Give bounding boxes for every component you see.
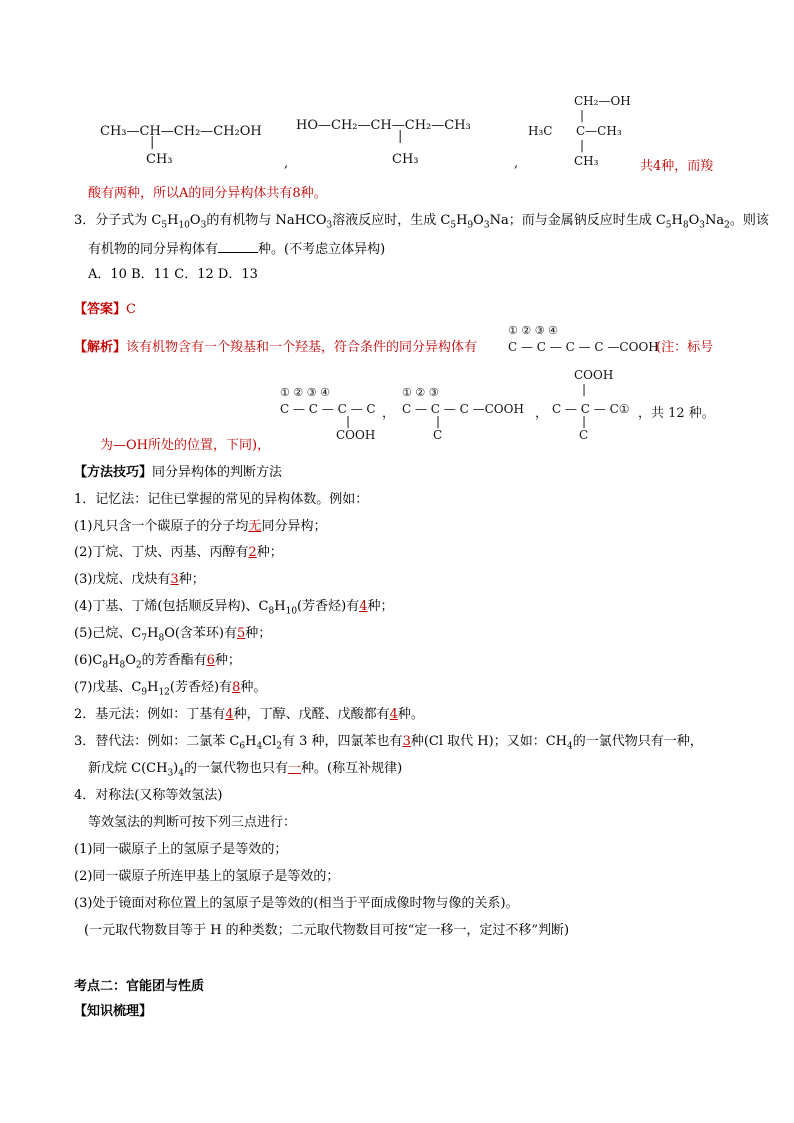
analysis-line1: 【解析】该有机物含有一个羧基和一个羟基，符合条件的同分异构体有 bbox=[74, 340, 478, 355]
answer-value: C bbox=[126, 302, 136, 317]
method-item-6: $(6)C_8H_8O_2$的芳香酯有6种； bbox=[74, 653, 241, 671]
answer-line: 【答案】C bbox=[74, 302, 136, 317]
analysis-struct1-nums: ① ② ③ ④ bbox=[508, 324, 558, 337]
struct1-main: CH₃—CH—CH₂—CH₂OH bbox=[100, 124, 262, 139]
question-3-options: A．10 B．11 C．12 D．13 bbox=[88, 267, 258, 282]
method-l2: 2．基元法：例如：丁基有4种，丁醇、戊醛、戊酸都有4种。 bbox=[74, 707, 424, 722]
method-item-3: (3)戊烷、戊炔有3种； bbox=[74, 572, 205, 587]
struct3-left: H₃C bbox=[528, 124, 553, 138]
method-title: 【方法技巧】同分异构体的判断方法 bbox=[74, 465, 283, 480]
struct3-top: CH₂—OH bbox=[574, 94, 631, 108]
question-3-line1: 3．分子式为 $C_5H_{10}O_3$的有机物与 NaHCO$_3$溶液反应时，生成 $C_5H_9O_3Na$；而与金属钠反应时生成 $C_5H_8O_3Na_2$。则该 bbox=[74, 213, 769, 231]
struct3-bottom: CH₃ bbox=[574, 154, 599, 168]
analysis-note: (注：标号 bbox=[656, 340, 714, 355]
method-item-5: (5)己烷、$C_7H_8O$(含苯环)有5种； bbox=[74, 626, 272, 644]
method-l4b: 等效氢法的判断可按下列三点进行： bbox=[88, 815, 297, 830]
method-item-2: (2)丁烷、丁炔、丙基、丙醇有2种； bbox=[74, 545, 283, 560]
struct-tail-text: 共4种，而羧 bbox=[640, 159, 714, 174]
section-2-title: 考点二：官能团与性质 bbox=[74, 979, 205, 994]
analysis-struct1: C — C — C — C —COOH bbox=[508, 340, 659, 354]
method-rule-1: (1)同一碳原子上的氢原子是等效的； bbox=[74, 842, 288, 857]
question-3-line2: 有机物的同分异构体有 种。(不考虑立体异构) bbox=[88, 238, 385, 260]
comma-1: , bbox=[284, 156, 289, 171]
struct-conclusion: 酸有两种，所以A的同分异构体共有8种。 bbox=[88, 186, 327, 201]
struct2-main: HO—CH₂—CH—CH₂—CH₃ bbox=[296, 118, 471, 133]
method-l4: 4．对称法(又称等效氢法) bbox=[74, 788, 223, 803]
method-rule-2: (2)同一碳原子所连甲基上的氢原子是等效的； bbox=[74, 869, 340, 884]
struct3-center: C—CH₃ bbox=[576, 124, 622, 138]
method-l1: 1．记忆法：记住已掌握的常见的异构体数。例如： bbox=[74, 492, 369, 507]
method-l3-line2: 新戊烷 $C(CH_3)_4$的一氯代物也只有一种。(称互补规律) bbox=[88, 761, 403, 779]
struct2-branch: CH₃ bbox=[392, 152, 419, 167]
method-rule-3: (3)处于镜面对称位置上的氢原子是等效的(相当于平面成像时物与像的关系)。 bbox=[74, 896, 519, 911]
struct1-branch: CH₃ bbox=[146, 152, 173, 167]
section-2-subtitle: 【知识梳理】 bbox=[74, 1004, 153, 1019]
method-item-1: (1)凡只含一个碳原子的分子均无同分异构； bbox=[74, 519, 327, 534]
analysis-line3: 为—OH所处的位置，下同)， bbox=[100, 438, 271, 453]
comma-2: , bbox=[514, 156, 519, 171]
method-item-4: (4)丁基、丁烯(包括顺反异构)、$C_8H_{10}$(芳香烃)有4种； bbox=[74, 599, 394, 617]
method-l3-line1: 3．替代法：例如：二氯苯 $C_6H_4Cl_2$有 3 种，四氯苯也有3种(Cl 取代 H)；又如：$CH_4$的一氯代物只有一种， bbox=[74, 734, 703, 752]
method-rule-4: (一元取代物数目等于 H 的种类数；二元取代物数目可按“定一移一，定过不移”判断) bbox=[84, 923, 570, 938]
method-item-7: (7)戊基、$C_9H_{12}$(芳香烃)有8种。 bbox=[74, 680, 267, 698]
answer-blank bbox=[218, 238, 258, 253]
